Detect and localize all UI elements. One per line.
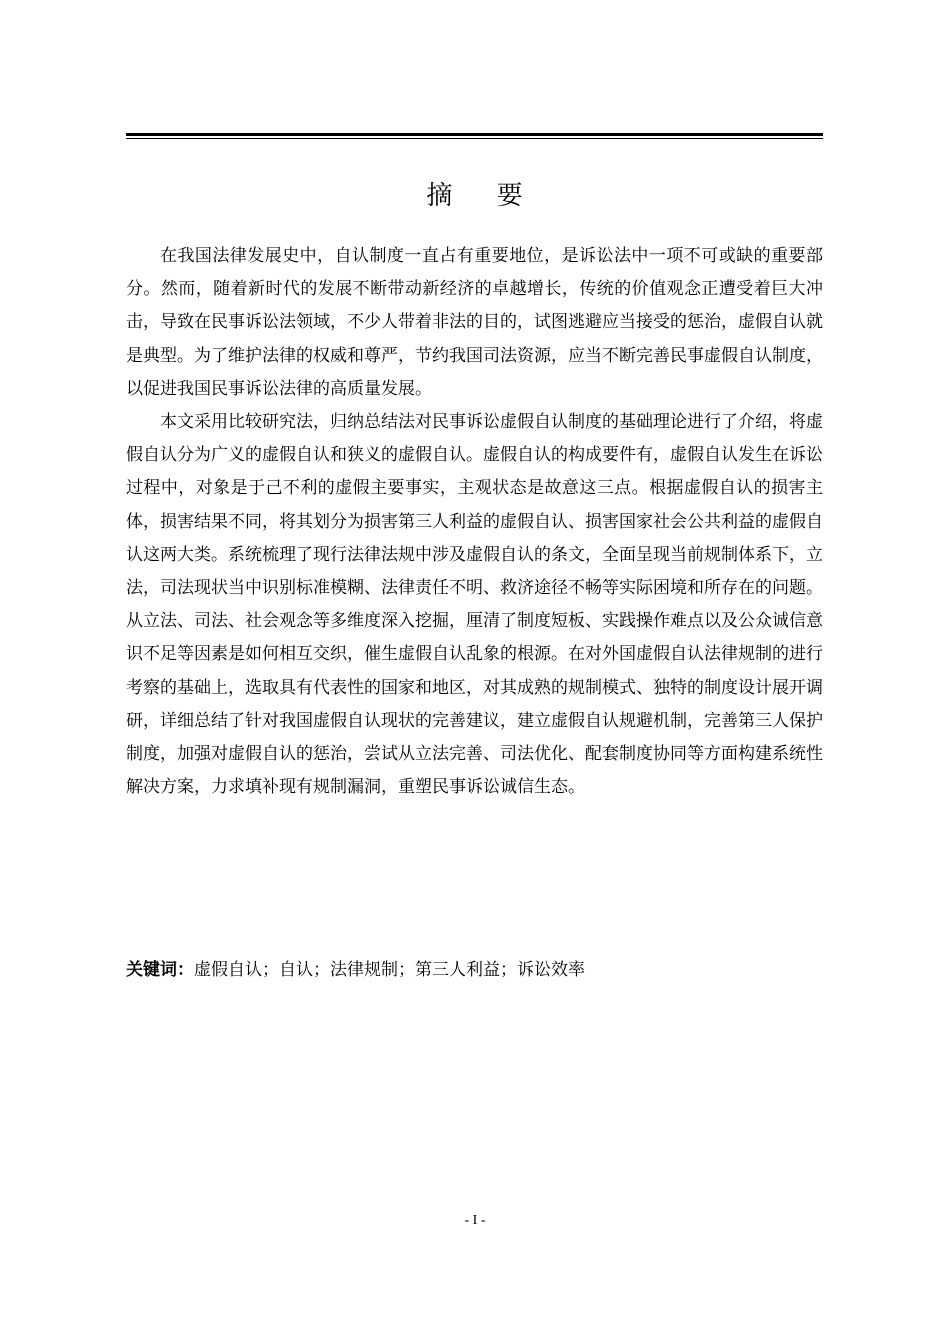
header-rule-thin: [126, 138, 823, 139]
abstract-paragraph-2: 本文采用比较研究法，归纳总结法对民事诉讼虚假自认制度的基础理论进行了介绍，将虚假自认分为广义的虚假自认和狭义的虚假自认。虚假自认的构成要件有，虚假自认发生在诉讼过程中，对象是于己不利的虚假主要事实，主观状态是故意这三点。根据虚假自认的损害主体，损害结果不同，将其划分为损害第三人利益的虚假自认、损害国家社会公共利益的虚假自认这两大类。系统梳理了现行法律法规中涉及虚假自认的条文，全面呈现当前规制体系下，立法，司法现状当中识别标准模糊、法律责任不明、救济途径不畅等实际困境和所存在的问题。从立法、司法、社会观念等多维度深入挖掘，厘清了制度短板、实践操作难点以及公众诚信意识不足等因素是如何相互交织，催生虚假自认乱象的根源。在对外国虚假自认法律规制的进行考察的基础上，选取具有代表性的国家和地区，对其成熟的规制模式、独特的制度设计展开调研，详细总结了针对我国虚假自认现状的完善建议，建立虚假自认规避机制，完善第三人保护制度，加强对虚假自认的惩治，尝试从立法完善、司法优化、配套制度协同等方面构建系统性解决方案，力求填补现有规制漏洞，重塑民事诉讼诚信生态。: [126, 412, 823, 798]
abstract-paragraph-1: 在我国法律发展史中，自认制度一直占有重要地位，是诉讼法中一项不可或缺的重要部分。然而，随着新时代的发展不断带动新经济的卓越增长，传统的价值观念正遭受着巨大冲击，导致在民事诉讼法领域，不少人带着非法的目的，试图逃避应当接受的惩治，虚假自认就是典型。为了维护法律的权威和尊严，节约我国司法资源，应当不断完善民事虚假自认制度，以促进我国民事诉讼法律的高质量发展。: [126, 246, 823, 399]
abstract-body: [126, 240, 823, 804]
page-title: 摘 要: [426, 181, 541, 211]
keywords-value: 虚假自认；自认；法律规制；第三人利益；诉讼效率: [194, 960, 585, 980]
page-number: - I -: [464, 1213, 486, 1228]
header-rule-thick: [126, 133, 823, 136]
keywords-label: 关键词：: [126, 960, 194, 980]
keywords-line: [126, 955, 823, 985]
